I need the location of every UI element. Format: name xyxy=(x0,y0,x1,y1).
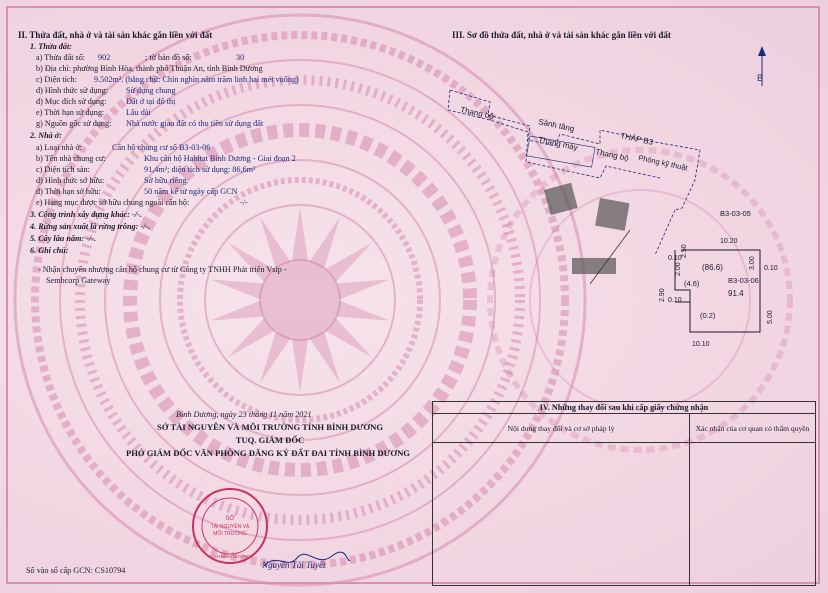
house-type-label: a) Loại nhà ở: xyxy=(36,143,82,152)
tech-room-label: Phòng kỹ thuật xyxy=(637,153,689,173)
parcel-number-label: a) Thửa đất số: xyxy=(36,53,86,62)
area-floor-label: 91.4 xyxy=(728,289,744,298)
dim-2-90: 2.90 xyxy=(659,288,666,302)
note-line-1: - Nhận chuyển nhượng căn hộ chung cư từ Công ty TNHH Phát triển Vsip - xyxy=(38,265,287,274)
note-line-2: Sembcorp Gateway xyxy=(46,276,111,285)
signer-role: PHÓ GIÁM ĐỐC VĂN PHÒNG ĐĂNG KÝ ĐẤT ĐAI TỈNH BÌNH DƯƠNG xyxy=(125,448,410,458)
tower-label: THÁP B3 xyxy=(619,131,654,147)
dim-10-10: 10.10 xyxy=(692,341,710,348)
adjacent-unit-label: B3-03-05 xyxy=(720,209,751,218)
building-name-value: Khu căn hộ Habitat Bình Dương - Giai đoạn 2 xyxy=(144,154,296,163)
use-purpose-value: Đất ở tại đô thị xyxy=(126,97,176,106)
registry-number: Số vào sổ cấp GCN: CS10794 xyxy=(26,566,126,575)
ownership-term-value: 50 năm kể từ ngày cấp GCN xyxy=(144,187,238,196)
changes-cell-content xyxy=(433,443,690,586)
section-iv-title: IV. Những thay đổi sau khi cấp giấy chứng nhận xyxy=(433,402,816,414)
authorization-line: TUQ. GIÁM ĐỐC xyxy=(235,435,305,445)
use-form-value: Sử dụng chung xyxy=(126,86,176,95)
section-iii-title: III. Sơ đồ thửa đất, nhà ở và tài sản khác gắn liền với đất xyxy=(452,30,671,40)
house-heading: 2. Nhà ở: xyxy=(30,131,62,140)
area-label: c) Diện tích: xyxy=(36,75,77,84)
issuing-org: SỞ TÀI NGUYÊN VÀ MÔI TRƯỜNG TỈNH BÌNH DƯƠNG xyxy=(156,422,383,432)
small-area-1: (4.6) xyxy=(684,279,700,288)
perennial-trees: 5. Cây lâu năm: -/-. xyxy=(30,234,96,243)
official-seal xyxy=(190,486,270,566)
dim-0-10-b: 0.10 xyxy=(668,297,682,304)
section-ii-title: II. Thửa đất, nhà ở và tài sản khác gắn liền với đất xyxy=(18,30,213,40)
dim-2-50: 2.50 xyxy=(681,244,688,258)
building-name-label: b) Tên nhà chung cư: xyxy=(36,154,106,163)
svg-text:MÔI TRƯỜNG: MÔI TRƯỜNG xyxy=(213,531,247,537)
dim-3-00: 3.00 xyxy=(749,256,756,270)
dim-2-00: 2.00 xyxy=(675,262,682,276)
parcel-number: 902 xyxy=(98,53,111,62)
changes-table xyxy=(432,401,816,586)
area-value: 9.502m². (bằng chữ: Chín nghìn năm trăm linh hai mét vuông) xyxy=(94,75,299,84)
elevator-label: Thang máy xyxy=(537,135,579,153)
dim-10-20: 10.20 xyxy=(720,238,738,245)
lobby-label: Sảnh tầng xyxy=(537,117,576,134)
use-term-value: Lâu dài xyxy=(126,108,151,117)
floor-plan-diagram xyxy=(430,40,820,370)
dim-0-10-c: 0.10 xyxy=(764,265,778,272)
issue-date: Bình Dương, ngày 23 tháng 11 năm 2021 xyxy=(176,410,312,419)
ownership-term-label: đ) Thời hạn sở hữu: xyxy=(36,187,101,196)
origin-value: Nhà nước giao đất có thu tiền sử dụng đất xyxy=(126,119,264,128)
ownership-form-value: Sở hữu riêng. xyxy=(144,176,189,185)
area-use-label: (86.6) xyxy=(702,263,723,272)
dim-5-00: 5.00 xyxy=(767,310,774,324)
ownership-form-label: d) Hình thức sở hữu: xyxy=(36,176,105,185)
svg-text:TÀI NGUYÊN VÀ: TÀI NGUYÊN VÀ xyxy=(210,524,250,530)
svg-text:SỞ: SỞ xyxy=(225,516,235,522)
origin-label: g) Nguồn gốc sử dụng: xyxy=(36,119,112,128)
address-line: b) Địa chỉ: phường Bình Hòa, thành phố Thuận An, tỉnh Bình Dương xyxy=(36,64,263,73)
other-constructions: 3. Công trình xây dựng khác: -/-. xyxy=(30,210,142,219)
small-area-2: (0.2) xyxy=(700,311,716,320)
floor-area-label: c) Diện tích sàn: xyxy=(36,165,90,174)
use-form-label: d) Hình thức sử dụng: xyxy=(36,86,109,95)
shared-items-label: e) Hạng mục được sở hữu chung ngoài căn hộ: xyxy=(36,198,190,207)
changes-col-content: Nội dung thay đổi và cơ sở pháp lý xyxy=(433,414,690,443)
use-purpose-label: đ) Mục đích sử dụng: xyxy=(36,97,107,106)
location-sketch xyxy=(544,183,630,284)
stair-label-1: Thang bộ xyxy=(459,105,495,121)
north-label: B xyxy=(757,73,764,83)
unit-label: B3-03-06 xyxy=(728,276,759,285)
map-sheet-number: 30 xyxy=(236,53,245,62)
house-type-value: Căn hộ chung cư số B3-03-06 xyxy=(112,143,211,152)
use-term-label: e) Thời hạn sử dụng: xyxy=(36,108,105,117)
shared-items-value: -/- xyxy=(240,198,248,207)
notes-heading: 6. Ghi chú: xyxy=(30,246,69,255)
map-sheet-label: ; tờ bản đồ số: xyxy=(145,53,192,62)
changes-col-confirmation: Xác nhận của cơ quan có thẩm quyền xyxy=(690,414,816,443)
dim-0-10-a: 0.10 xyxy=(668,255,682,262)
land-heading: 1. Thửa đất: xyxy=(30,42,72,51)
north-arrow xyxy=(757,46,766,86)
floor-area-value: 91,4m²; diện tích sử dụng: 86,6m² xyxy=(144,165,256,174)
stair-label-2: Thang bộ xyxy=(594,147,630,163)
signer-name: Nguyễn Tài Tuyết xyxy=(262,560,326,570)
changes-cell-confirmation xyxy=(690,443,816,586)
svg-text:TỈNH BÌNH DƯƠNG: TỈNH BÌNH DƯƠNG xyxy=(209,554,251,559)
production-forest: 4. Rừng sản xuất là rừng trồng: -/-. xyxy=(30,222,151,231)
